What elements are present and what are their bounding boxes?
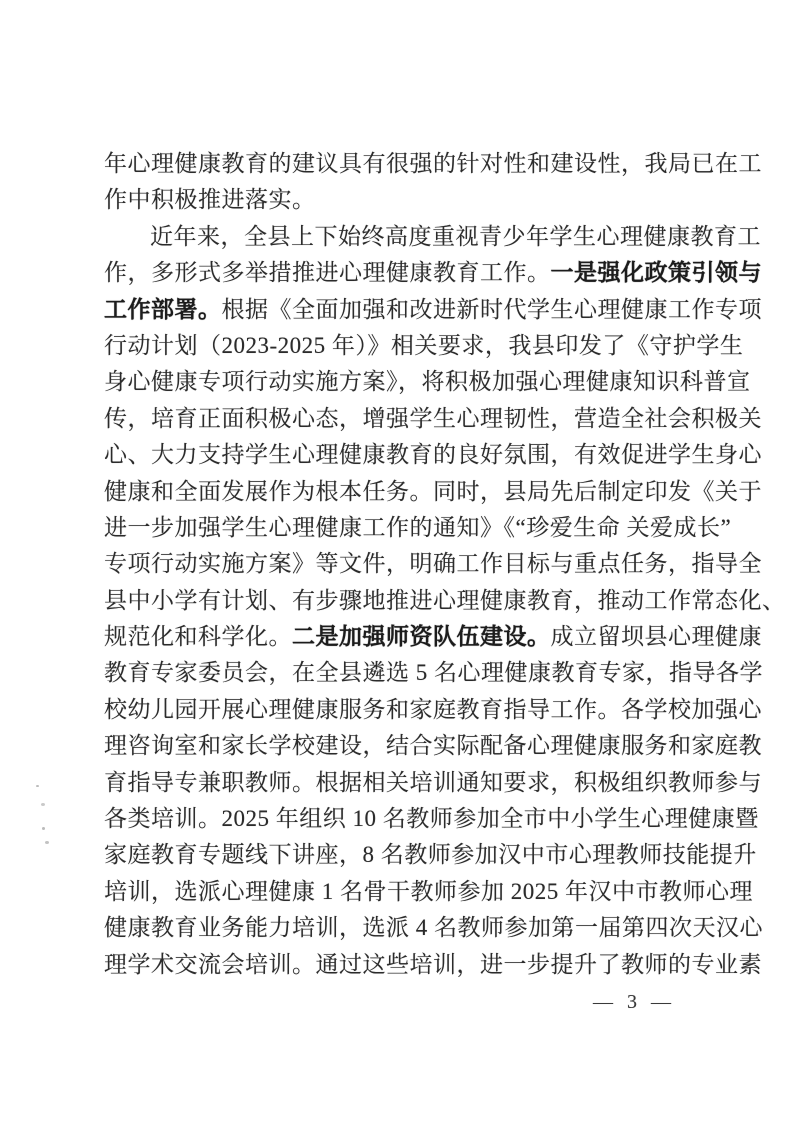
- text-segment: 校幼儿园开展心理健康服务和家庭教育指导工作。各学校加强心: [104, 696, 762, 722]
- text-segment: 教育专家委员会，在全县遴选 5 名心理健康教育专家，指导各学: [104, 660, 763, 686]
- text-line: [104, 328, 744, 364]
- text-segment: 进一步加强学生心理健康工作的通知》《“珍爱生命 关爱成长”: [104, 514, 732, 540]
- text-segment: 县中小学有计划、有步骤地推进心理健康教育，推动工作常态化、: [104, 587, 786, 613]
- text-segment: 理咨询室和家长学校建设，结合实际配备心理健康服务和家庭教: [104, 733, 762, 759]
- scan-speckle: [36, 785, 39, 787]
- text-line: [104, 947, 762, 983]
- text-line: [104, 583, 786, 619]
- text-line: [104, 219, 761, 255]
- text-line: [104, 474, 762, 510]
- bold-text-segment: 一是强化政策引领与: [550, 260, 762, 286]
- text-line: [104, 765, 762, 801]
- text-segment: 身心健康专项行动实施方案》，将积极加强心理健康知识科普宣: [104, 369, 751, 395]
- text-line: [104, 619, 762, 655]
- text-line: [104, 692, 762, 728]
- text-line: [104, 437, 762, 473]
- text-segment: 行动计划（2023-2025 年）》相关要求，我县印发了《守护学生: [104, 332, 744, 358]
- text-segment: 各类培训。2025 年组织 10 名教师参加全市中小学生心理健康暨: [104, 806, 759, 832]
- text-line: [104, 546, 762, 582]
- text-line: [104, 255, 762, 291]
- text-segment: 心、大力支持学生心理健康教育的良好氛围，有效促进学生身心: [104, 442, 762, 468]
- bold-text-segment: 二是加强师资队伍建设。: [292, 624, 551, 650]
- text-line: [104, 655, 763, 691]
- text-line: [104, 146, 762, 182]
- text-line: [104, 837, 757, 873]
- text-segment: 作，多形式多举措推进心理健康教育工作。: [104, 260, 551, 286]
- text-line: [104, 874, 753, 910]
- text-segment: 培训，选派心理健康 1 名骨干教师参加 2025 年汉中市教师心理: [104, 878, 753, 904]
- text-segment: 专项行动实施方案》等文件，明确工作目标与重点任务，指导全: [104, 551, 762, 577]
- text-segment: 理学术交流会培训。通过这些培训，进一步提升了教师的专业素: [104, 951, 762, 977]
- text-line: [104, 182, 691, 218]
- scan-speckle: [42, 827, 45, 830]
- scan-speckle: [45, 841, 49, 844]
- text-segment: 成立留坝县心理健康: [550, 624, 762, 650]
- text-segment: 作中积极推进落实。: [104, 187, 316, 213]
- text-segment: 近年来，全县上下始终高度重视青少年学生心理健康教育工: [150, 223, 761, 249]
- text-segment: 健康和全面发展作为根本任务。同时，县局先后制定印发《关于: [104, 478, 762, 504]
- text-segment: 传，培育正面积极心态，增强学生心理韧性，营造全社会积极关: [104, 405, 762, 431]
- text-segment: 根据《全面加强和改进新时代学生心理健康工作专项: [221, 296, 762, 322]
- text-line: [104, 292, 762, 328]
- text-line: [104, 401, 762, 437]
- text-segment: 健康教育业务能力培训，选派 4 名教师参加第一届第四次天汉心: [104, 915, 763, 941]
- text-segment: 规范化和科学化。: [104, 624, 292, 650]
- text-segment: 育指导专兼职教师。根据相关培训通知要求，积极组织教师参与: [104, 769, 762, 795]
- text-line: [104, 801, 759, 837]
- text-line: [104, 510, 732, 546]
- bold-text-segment: 工作部署。: [104, 296, 222, 322]
- text-segment: 年心理健康教育的建议具有很强的针对性和建设性，我局已在工: [104, 151, 762, 176]
- text-line: [104, 364, 751, 400]
- text-segment: 家庭教育专题线下讲座，8 名教师参加汉中市心理教师技能提升: [104, 842, 757, 868]
- text-line: [104, 728, 762, 764]
- page-number: — 3 —: [593, 991, 673, 1013]
- text-line: [104, 910, 763, 946]
- scan-speckle: [41, 803, 45, 806]
- document-body: [104, 146, 786, 983]
